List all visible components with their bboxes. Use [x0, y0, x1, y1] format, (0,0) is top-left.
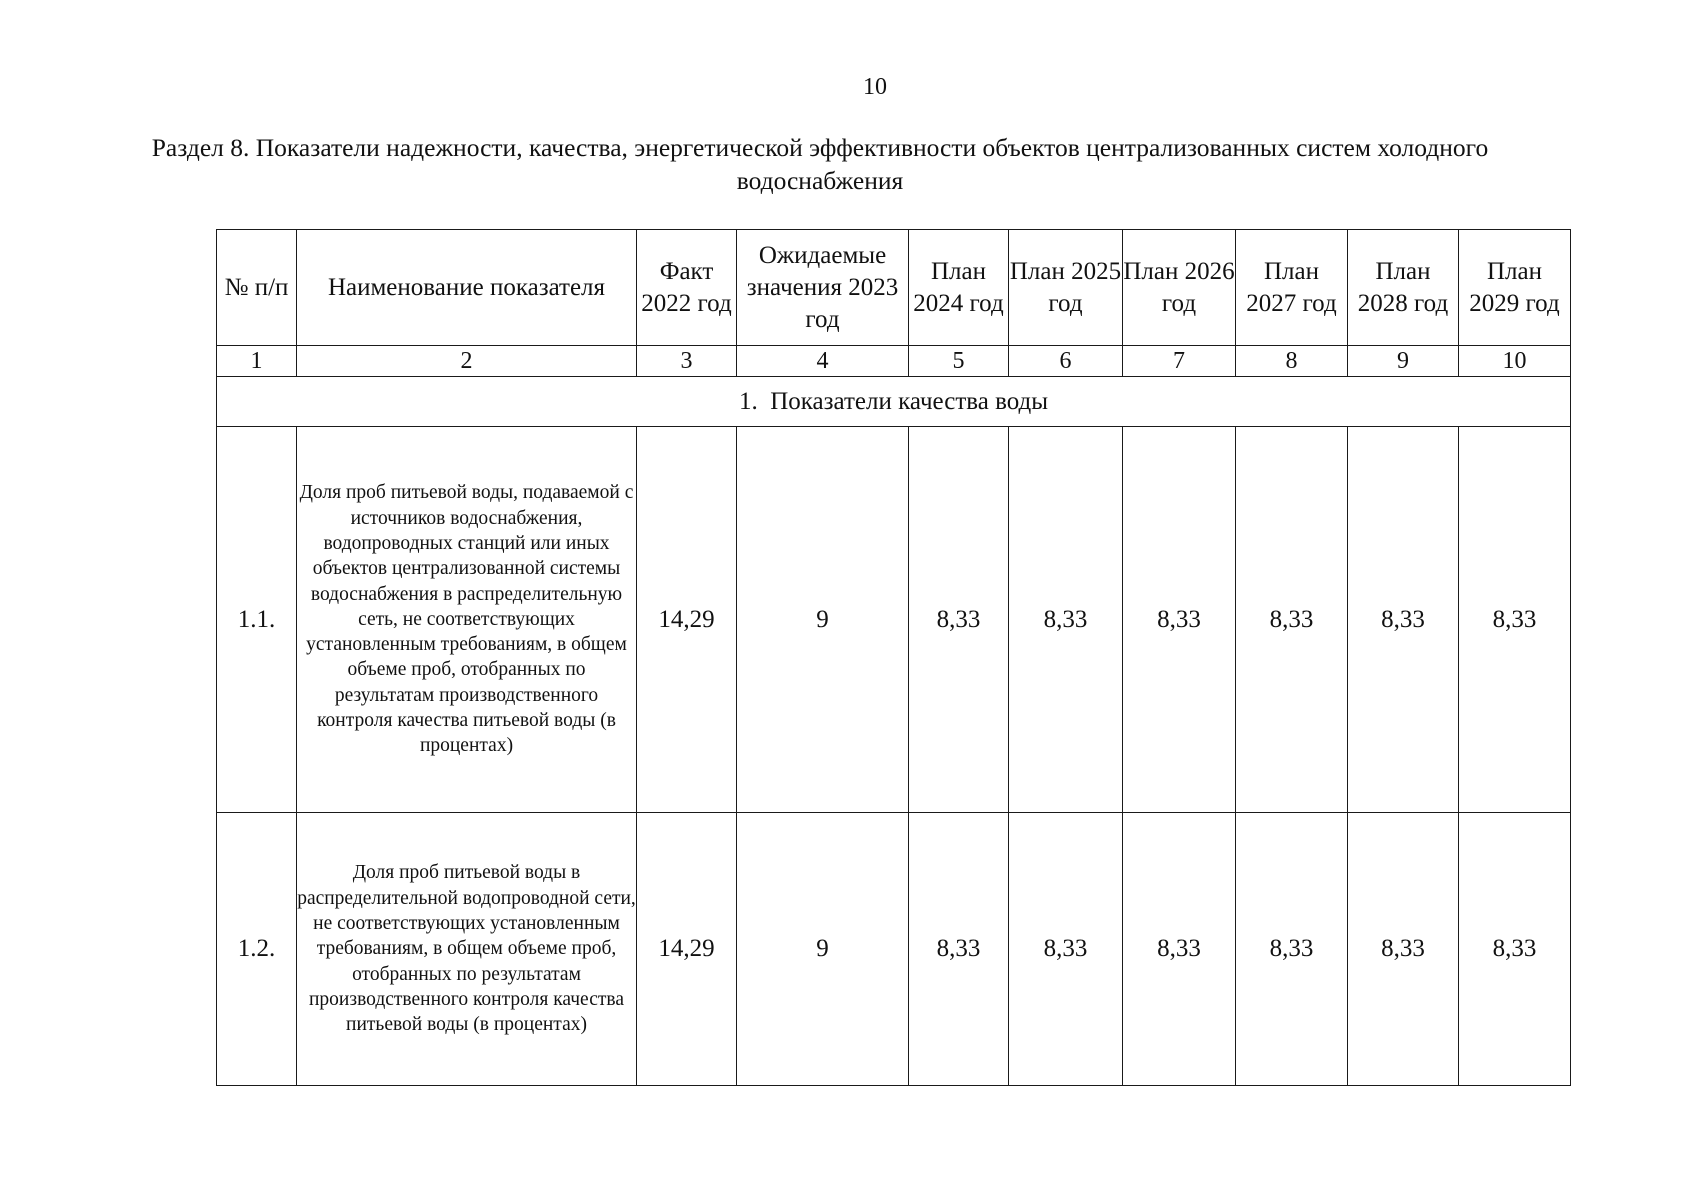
column-number: 4: [737, 346, 909, 377]
header-name: Наименование показателя: [297, 230, 637, 346]
value-plan-2024: 8,33: [909, 813, 1009, 1086]
table-section-title: 1. Показатели качества воды: [217, 377, 1571, 427]
page-number: 10: [863, 74, 887, 100]
header-expected-2023: Ожидаемые значения 2023 год: [737, 230, 909, 346]
column-number: 1: [217, 346, 297, 377]
indicator-name: Доля проб питьевой воды, подаваемой с источников водоснабжения, водопроводных станций или иных объектов централизованной системы водоснабжения в распределительную сеть, не соответствующих установленным требованиям, в общем объеме проб, отобранных по результатам производственного контроля качества питьевой воды (в процентах): [297, 427, 637, 813]
value-plan-2029: 8,33: [1459, 813, 1571, 1086]
row-number: 1.2.: [217, 813, 297, 1086]
column-number: 3: [637, 346, 737, 377]
indicators-table: [216, 229, 1571, 1086]
table-row: [217, 813, 1571, 1086]
column-number: 5: [909, 346, 1009, 377]
column-number: 7: [1123, 346, 1236, 377]
header-plan-2028: План 2028 год: [1348, 230, 1459, 346]
value-plan-2027: 8,33: [1236, 813, 1348, 1086]
header-plan-2026: План 2026 год: [1123, 230, 1236, 346]
header-num: № п/п: [217, 230, 297, 346]
header-plan-2029: План 2029 год: [1459, 230, 1571, 346]
table-row: [217, 427, 1571, 813]
value-fact-2022: 14,29: [637, 427, 737, 813]
header-plan-2027: План 2027 год: [1236, 230, 1348, 346]
header-plan-2025: План 2025 год: [1009, 230, 1123, 346]
column-number: 9: [1348, 346, 1459, 377]
value-plan-2026: 8,33: [1123, 813, 1236, 1086]
value-plan-2024: 8,33: [909, 427, 1009, 813]
indicator-name: Доля проб питьевой воды в распределительной водопроводной сети, не соответствующих установленным требованиям, в общем объеме проб, отобранных по результатам производственного контроля качества питьевой воды (в процентах): [297, 813, 637, 1086]
section-title: Раздел 8. Показатели надежности, качества, энергетической эффективности объектов централизованных систем холодного водоснабжения: [151, 133, 1489, 195]
table-section-row: [217, 377, 1571, 427]
column-number-row: [217, 346, 1571, 377]
value-plan-2028: 8,33: [1348, 813, 1459, 1086]
value-plan-2025: 8,33: [1009, 813, 1123, 1086]
value-plan-2029: 8,33: [1459, 427, 1571, 813]
column-number: 6: [1009, 346, 1123, 377]
value-expected-2023: 9: [737, 427, 909, 813]
column-number: 8: [1236, 346, 1348, 377]
header-fact-2022: Факт 2022 год: [637, 230, 737, 346]
value-plan-2027: 8,33: [1236, 427, 1348, 813]
column-number: 2: [297, 346, 637, 377]
value-expected-2023: 9: [737, 813, 909, 1086]
value-plan-2025: 8,33: [1009, 427, 1123, 813]
column-number: 10: [1459, 346, 1571, 377]
row-number: 1.1.: [217, 427, 297, 813]
value-plan-2028: 8,33: [1348, 427, 1459, 813]
value-fact-2022: 14,29: [637, 813, 737, 1086]
table-header-row: [217, 230, 1571, 346]
header-plan-2024: План 2024 год: [909, 230, 1009, 346]
value-plan-2026: 8,33: [1123, 427, 1236, 813]
